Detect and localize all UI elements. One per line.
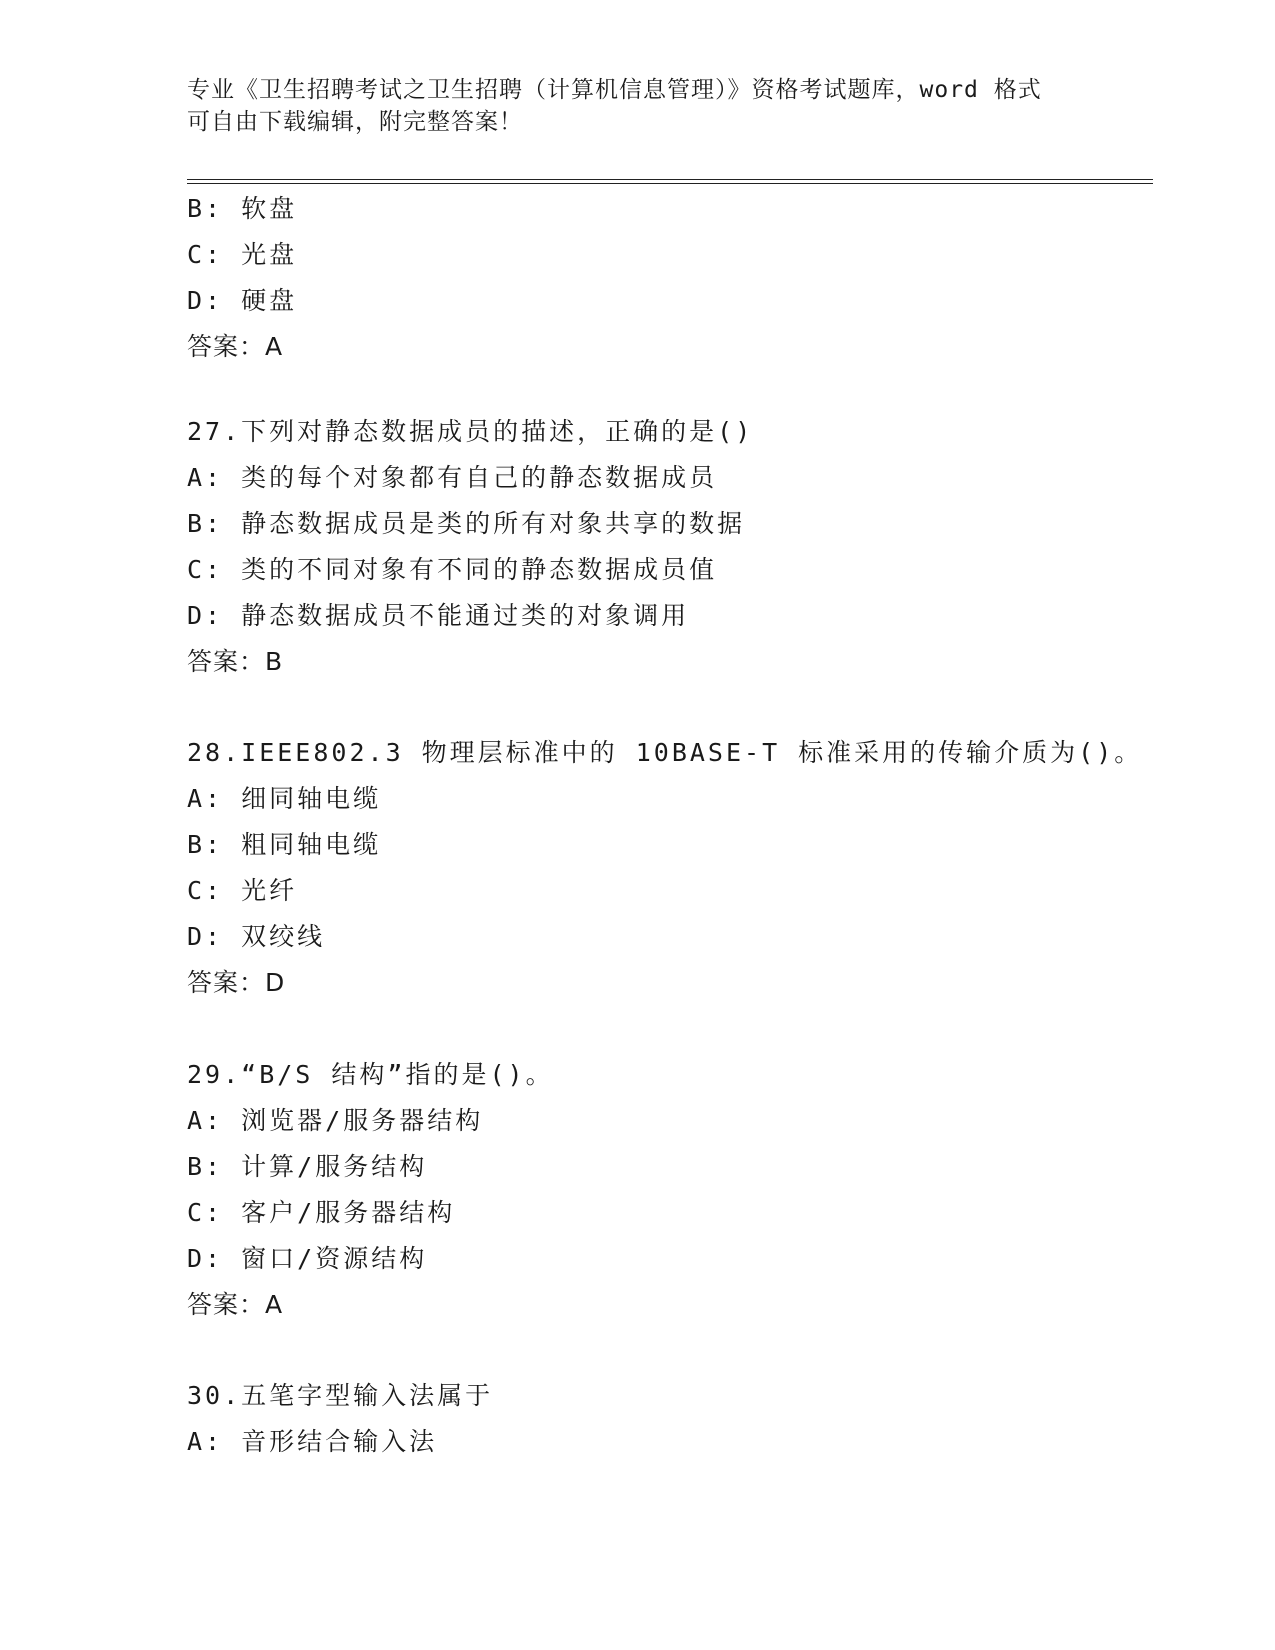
option-c: C: 客户/服务器结构 [187, 1198, 456, 1227]
header-line-1: 专业《卫生招聘考试之卫生招聘（计算机信息管理）》资格考试题库，word 格式 [187, 77, 1042, 103]
question-28 [187, 730, 1167, 1006]
option-d: D: 静态数据成员不能通过类的对象调用 [187, 601, 690, 630]
option-d: D: 窗口/资源结构 [187, 1244, 428, 1273]
option-d: D: 硬盘 [187, 286, 298, 315]
answer: 答案：D [187, 968, 286, 997]
option-b: B: 软盘 [187, 194, 298, 223]
question-stem: 27.下列对静态数据成员的描述，正确的是() [187, 417, 754, 446]
option-b: B: 静态数据成员是类的所有对象共享的数据 [187, 509, 746, 538]
option-b: B: 粗同轴电缆 [187, 830, 382, 859]
question-29 [187, 1052, 1167, 1328]
option-a: A: 音形结合输入法 [187, 1427, 438, 1456]
header-line-2: 可自由下载编辑，附完整答案！ [187, 109, 523, 135]
option-a: A: 浏览器/服务器结构 [187, 1106, 484, 1135]
option-c: C: 光盘 [187, 240, 298, 269]
answer: 答案：A [187, 332, 284, 361]
document-header [187, 74, 1087, 138]
answer: 答案：B [187, 647, 284, 676]
option-c: C: 光纤 [187, 876, 298, 905]
option-a: A: 细同轴电缆 [187, 784, 382, 813]
question-stem: 30.五笔字型输入法属于 [187, 1381, 494, 1410]
answer: 答案：A [187, 1290, 284, 1319]
question-30 [187, 1373, 1167, 1465]
question-stem: 28.IEEE802.3 物理层标准中的 10BASE-T 标准采用的传输介质为()。 [187, 738, 1143, 767]
header-divider-bottom [187, 183, 1153, 184]
option-c: C: 类的不同对象有不同的静态数据成员值 [187, 555, 718, 584]
option-d: D: 双绞线 [187, 922, 326, 951]
header-divider-top [187, 179, 1153, 180]
partial-question [187, 186, 1167, 370]
question-27 [187, 409, 1167, 685]
option-b: B: 计算/服务结构 [187, 1152, 428, 1181]
question-stem: 29.“B/S 结构”指的是()。 [187, 1060, 554, 1089]
option-a: A: 类的每个对象都有自己的静态数据成员 [187, 463, 718, 492]
